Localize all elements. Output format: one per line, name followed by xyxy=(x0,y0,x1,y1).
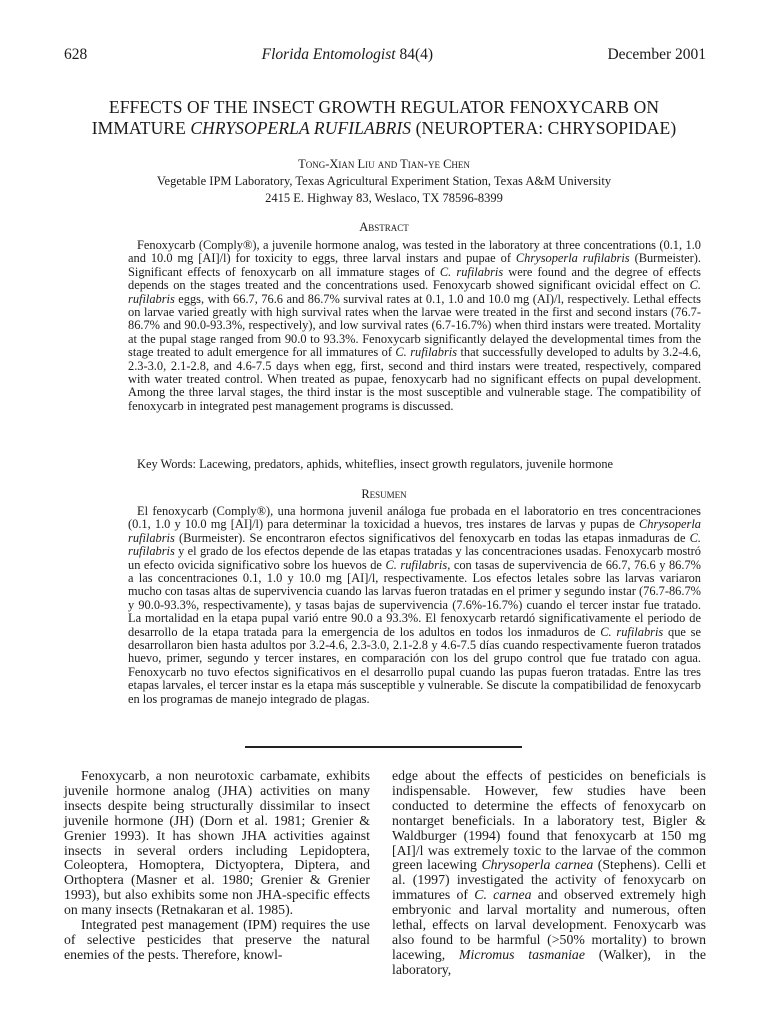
body-column-right xyxy=(392,769,706,978)
body-paragraph: Fenoxycarb, a non neurotoxic carbamate, exhibits juvenile hormone analog (JHA) activities on many insects despite being structurally dissimilar to insect juvenile hormone (JH) (Dorn et al. 1981; Grenier & Grenier 1993). It has shown JHA activities against insects in several orders including Lepidoptera, Coleoptera, Homoptera, Dictyoptera, Diptera, and Orthoptera (Masner et al. 1980; Grenier & Grenier 1993), but also exhibits some non JHA-specific effects on many insects (Retnakaran et al. 1985). xyxy=(64,768,370,918)
journal-volume: 84(4) xyxy=(399,46,434,63)
title-species: CHRYSOPERLA RUFILABRIS xyxy=(190,118,412,138)
author-affiliation: Vegetable IPM Laboratory, Texas Agricultural Experiment Station, Texas A&M University xyxy=(156,174,612,188)
body-column-left xyxy=(64,769,370,963)
title-line-1: EFFECTS OF THE INSECT GROWTH REGULATOR FENOXYCARB ON xyxy=(108,97,660,117)
abstract-body xyxy=(128,239,701,413)
body-paragraph: Integrated pest management (IPM) requires the use of selective pesticides that preserve the natural enemies of the pests. Therefore, knowl- xyxy=(64,917,370,962)
journal-citation xyxy=(262,46,433,64)
abstract-paragraph: Fenoxycarb (Comply®), a juvenile hormone analog, was tested in the laboratory at three concentrations (0.1, 1.0 and 10.0 mg [AI]/l) for toxicity to eggs, three larval instars and pupae of Chrysoperla rufilabris (Burmeister). Significant effects of fenoxycarb on all immature stages of C. rufilabris were found and the degree of effects depends on the stages treated and the concentrations used. Fenoxycarb showed significant ovicidal effect on C. rufilabris eggs, with 66.7, 76.6 and 86.7% survival rates at 0.1, 1.0 and 10.0 mg (AI)/l, respectively. Lethal effects on larvae varied greatly with high survival rates when the larvae were treated in the first and second instars (76.7-86.7% and 90.0-93.3%, respectively), and low survival rates (6.7-16.7%) when third instars were treated. Mortality at the pupal stage ranged from 90.0 to 93.3%. Fenoxycarb significantly delayed the developmental times from the stage treated to adult emergence for all immatures of C. rufilabris that successfully developed to adults by 3.2-4.6, 2.3-3.0, 2.1-2.8, and 4.6-7.5 days when egg, first, second and third instars were treated, respectively, compared with water treated control. When treated as pupae, fenoxycarb had no significant effects on pupal development. Among the three larval stages, the third instar is the most susceptible and vulnerable stage. The compatibility of fenoxycarb in integrated pest management programs is discussed. xyxy=(128,238,701,413)
author-names: Tong-Xian Liu and Tian-ye Chen xyxy=(298,157,470,171)
resumen-body xyxy=(128,505,701,706)
body-paragraph: edge about the effects of pesticides on beneficials is indispensable. However, few studies have been conducted to determine the effects of fenoxycarb on nontarget beneficials. In a laboratory test, Bigler & Waldburger (1994) found that fenoxycarb at 150 mg [AI]/l was extremely toxic to the larvae of the common green lacewing Chrysoperla carnea (Stephens). Celli et al. (1997) investigated the activity of fenoxycarb on immatures of C. carnea and observed extremely high embryonic and larval mortality and numerous, often lethal, effects on larval development. Fenoxycarb was also found to be harmful (>50% mortality) to brown lacewing, Micromus tasmaniae (Walker), in the laboratory, xyxy=(392,768,707,977)
title-line-2 xyxy=(40,118,728,139)
abstract-heading: Abstract xyxy=(359,220,409,234)
article-title xyxy=(40,97,728,139)
author-block xyxy=(40,156,728,207)
issue-date: December 2001 xyxy=(607,46,706,63)
author-address: 2415 E. Highway 83, Weslaco, TX 78596-8399 xyxy=(265,191,503,205)
section-divider xyxy=(245,746,522,748)
title-text: (NEUROPTERA: CHRYSOPIDAE) xyxy=(411,118,677,138)
title-text: IMMATURE xyxy=(91,118,191,138)
keywords: Key Words: Lacewing, predators, aphids, whiteflies, insect growth regulators, juvenile hormone xyxy=(137,457,614,471)
page-number: 628 xyxy=(64,46,88,63)
resumen-heading: Resumen xyxy=(361,487,407,501)
resumen-paragraph: El fenoxycarb (Comply®), una hormona juvenil análoga fue probada en el laboratorio en tres concentraciones (0.1, 1.0 y 10.0 mg [AI]/l) para determinar la toxicidad a huevos, tres instares de larvas y pupas de Chrysoperla rufilabris (Burmeister). Se encontraron efectos significativos del fenoxycarb en todas las etapas inmaduras de C. rufilabris y el grado de los efectos depende de las etapas tratadas y las concentraciones usadas. Fenoxycarb mostró un efecto ovicida significativo sobre los huevos de C. rufilabris, con tasas de supervivencia de 66.7, 76.6 y 86.7% a las concentraciones 0.1, 1.0 y 10.0 mg [AI]/l, respectivamente. Los efectos letales sobre las larvas variaron mucho con tasas altas de supervivencia cuando las larvas fueron tratadas en el primer y segundo instar (76.7-86.7% y 90.0-93.3%, respectivamente), y tasas bajas de supervivencia (7.6%-16.7%) cuando el tercer instar fue tratado. La mortalidad en la etapa pupal varió entre 90.0 a 93.3%. El fenoxycarb retardó significativamente el periodo de desarrollo de la etapa tratada para la emergencia de los adultos en todos los inmaduros de C. rufilabris que se desarrollaron bien hasta adultos por 3.2-4.6, 2.3-3.0, 2.1-2.8 y 4.6-7.5 días cuando respectivamente fueron tratados huevo, primer, segundo y tercer instares, en comparación con los del grupo control que fue tratado con agua. Fenoxycarb no tuvo efectos significativos en el desarrollo pupal cuando las pupas fueron tratadas. Entre las tres etapas larvales, el tercer instar es la etapa más susceptible y vulnerable. Se discute la compatibilidad de fenoxycarb en los programas de manejo integrado de plagas. xyxy=(128,504,701,706)
journal-name: Florida Entomologist xyxy=(261,46,396,63)
running-head xyxy=(64,46,706,64)
